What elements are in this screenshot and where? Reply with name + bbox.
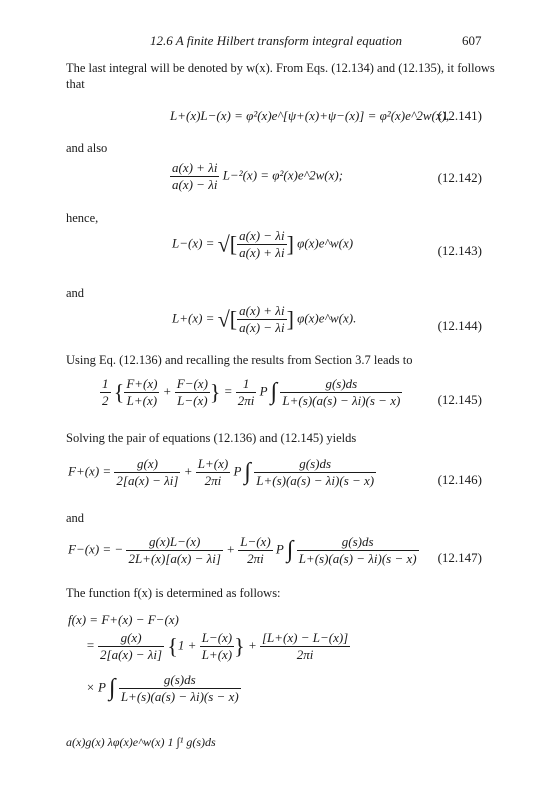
eq144-numerator: a(x) + λi xyxy=(239,303,285,318)
equation-number-12-143: (12.143) xyxy=(437,243,482,258)
equation-number-12-144: (12.144) xyxy=(437,318,482,333)
equation-f-line-4-cut: a(x)g(x) λφ(x)e^w(x) 1 ∫¹ g(s)ds xyxy=(66,735,216,749)
paragraph-and-also: and also xyxy=(66,141,108,155)
paragraph-and-1: and xyxy=(66,286,85,300)
equation-12-145: $\frac{1}{2}$ { $\frac{F+(x)}{L+(x)}$ + $\frac{F-(x)}{L-(x)}$ } = $\frac{1}{2\pi i}$ P ∫ $\frac{g(s)ds}{L+(s)(a(s) - \lambda i)(s - x)}$ xyxy=(102,376,401,408)
f2-b-num: L−(x) xyxy=(201,630,233,645)
paragraph-using-eq: Using Eq. (12.136) and recalling the results from Section 3.7 leads to xyxy=(66,353,413,367)
eq145-t1-den: L+(x) xyxy=(126,393,158,408)
eq145-int-num: g(s)ds xyxy=(280,376,402,393)
eq143-numerator: a(x) − λi xyxy=(239,228,285,243)
eq146-t2-den: 2πi xyxy=(204,473,222,488)
eq143-lhs: L−(x) = xyxy=(172,235,215,251)
paragraph-function-f: The function f(x) is determined as follows: xyxy=(66,586,281,600)
eq147-int-den: L+(s)(a(s) − λi)(s − x) xyxy=(298,551,417,566)
eq146-lhs: F+(x) = xyxy=(68,463,112,479)
eq142-rest: L−²(x) = φ²(x)e^2w(x); xyxy=(222,167,344,183)
eq147-t2-den: 2πi xyxy=(247,551,264,566)
equation-number-12-141: (12.141) xyxy=(437,108,482,123)
eq144-lhs: L+(x) = xyxy=(172,310,215,326)
eq146-t1-den: 2[a(x) − λi] xyxy=(116,473,179,488)
eq146-int-den: L+(s)(a(s) − λi)(s − x) xyxy=(256,473,375,488)
f2-b-den: L+(x) xyxy=(201,647,233,662)
equation-number-12-147: (12.147) xyxy=(437,550,482,565)
equation-12-146: F+(x) = $\frac{g(x)}{2[a(x) - \lambda i]}$ + $\frac{L+(x)}{2\pi i}$ P ∫ $\frac{g(s)ds}{L+(s)(a(s) - \lambda i)(s - x)}$ xyxy=(68,456,375,488)
equation-f-line-1: f(x) = F+(x) − F−(x) xyxy=(68,612,179,627)
paragraph-solving: Solving the pair of equations (12.136) and (12.145) yields xyxy=(66,431,357,445)
equation-12-144: L+(x) = √[ $\frac{a(x) + \lambda i}{a(x) - \lambda i}$ ] φ(x)e^w(x). xyxy=(172,303,357,335)
eq147-t2-num: L−(x) xyxy=(240,534,271,549)
paragraph-and-2: and xyxy=(66,511,85,525)
eq145-t2-num: F−(x) xyxy=(176,376,208,391)
f2-t1-num: g(x) xyxy=(98,630,164,647)
eq147-t1-num: g(x)L−(x) xyxy=(126,534,223,551)
eq142-denominator: a(x) − λi xyxy=(172,177,218,192)
eq144-denominator: a(x) − λi xyxy=(239,320,285,335)
paragraph-intro-cont: that xyxy=(66,77,85,91)
f3-int-num: g(s)ds xyxy=(119,672,241,689)
eq147-t1-den: 2L+(x)[a(x) − λi] xyxy=(128,551,221,566)
eq145-c-den: 2πi xyxy=(237,393,255,408)
eq146-t2-num: L+(x) xyxy=(197,456,229,471)
eq143-denominator: a(x) + λi xyxy=(239,245,285,260)
eq145-t1-num: F+(x) xyxy=(126,376,158,391)
eq143-rest: φ(x)e^w(x) xyxy=(297,235,354,251)
equation-f-line-3: × P ∫ $\frac{g(s)ds}{L+(s)(a(s) - \lambda i)(s - x)}$ xyxy=(86,672,239,704)
f3-int-den: L+(s)(a(s) − λi)(s − x) xyxy=(120,689,239,704)
eq145-c-num: 1 xyxy=(236,376,257,393)
f2-t2-den: 2πi xyxy=(296,647,314,662)
equation-12-147: F−(x) = − $\frac{g(x)L-(x)}{2L+(x)[a(x) - \lambda i]}$ + $\frac{L-(x)}{2\pi i}$ P ∫ $\frac{g(s)ds}{L+(s)(a(s) - \lambda i)(s - x)}$ xyxy=(68,534,417,566)
eq146-int-num: g(s)ds xyxy=(254,456,376,473)
eq145-t2-den: L−(x) xyxy=(177,393,208,408)
eq145-int-den: L+(s)(a(s) − λi)(s − x) xyxy=(282,393,401,408)
equation-number-12-146: (12.146) xyxy=(437,472,482,487)
eq146-t1-num: g(x) xyxy=(114,456,180,473)
eq147-lhs: F−(x) = − xyxy=(68,541,124,557)
paragraph-hence: hence, xyxy=(66,211,99,225)
page-number: 607 xyxy=(462,33,482,48)
equation-f-line-2: = $\frac{g(x)}{2[a(x) - \lambda i]}$ {1 + $\frac{L-(x)}{L+(x)}$ } + $\frac{[L+(x) - L-(x)]}{2\pi i}$ xyxy=(86,630,349,662)
f2-t1-den: 2[a(x) − λi] xyxy=(100,647,163,662)
equation-12-142 xyxy=(170,160,343,193)
equation-number-12-145: (12.145) xyxy=(437,392,482,407)
equation-12-141: L+(x)L−(x) = φ²(x)e^[ψ+(x)+ψ−(x)] = φ²(x)e^2w(x), xyxy=(170,108,450,123)
running-header-title: 12.6 A finite Hilbert transform integral equation xyxy=(150,33,402,48)
equation-number-12-142: (12.142) xyxy=(437,170,482,185)
equation-12-143: L−(x) = √[ $\frac{a(x) - \lambda i}{a(x) + \lambda i}$ ] φ(x)e^w(x) xyxy=(172,228,354,260)
f2-t2-num: [L+(x) − L−(x)] xyxy=(261,630,349,645)
paragraph-intro: The last integral will be denoted by w(x). From Eqs. (12.134) and (12.135), it follows xyxy=(66,61,495,75)
eq147-int-num: g(s)ds xyxy=(297,534,419,551)
eq142-numerator: a(x) + λi xyxy=(172,160,218,175)
eq144-rest: φ(x)e^w(x). xyxy=(297,310,357,326)
